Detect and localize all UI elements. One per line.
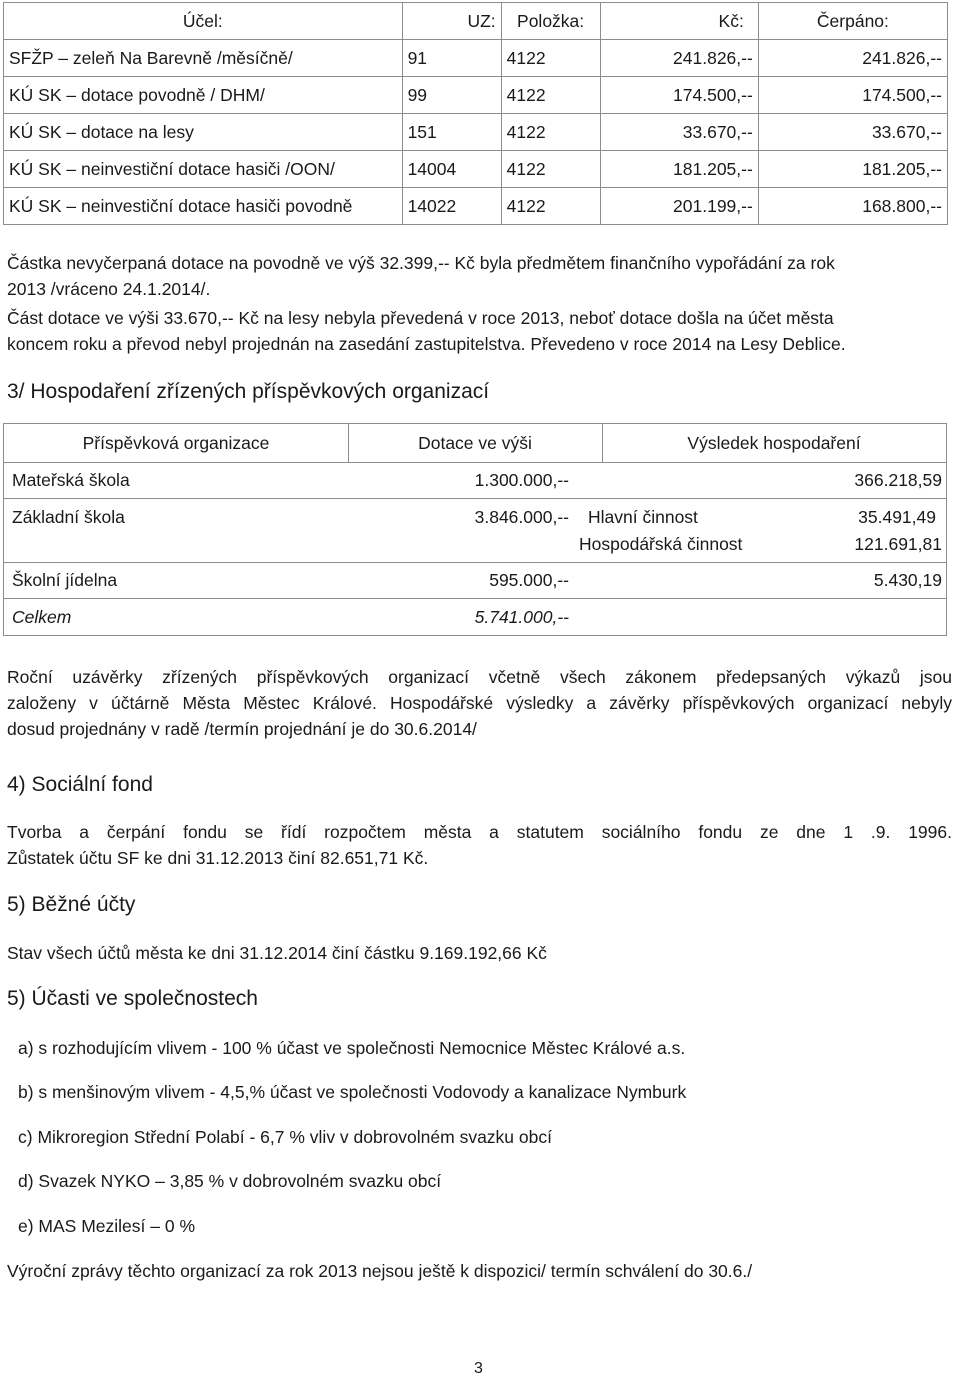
row-divider [4,562,946,563]
grants-header-row [4,3,948,40]
cell-cerpano: 168.800,-- [758,188,947,225]
list-item: d) Svazek NYKO – 3,85 % v dobrovolném svazku obcí [18,1171,442,1191]
org-dotace-ms: 1.300.000,-- [474,470,569,490]
list-item: a) s rozhodujícím vlivem - 100 % účast ve společnosti Nemocnice Městec Králové a.s. [18,1038,686,1058]
cell-ucel: KÚ SK – neinvestiční dotace hasiči /OON/ [4,151,403,188]
zs-hosp-label: Hospodářská činnost [579,534,743,554]
section3-para-line2: založeny v účtárně Města Městec Králové. Hospodářské výsledky a závěrky příspěvkových organizací nebyly [7,693,952,713]
cell-uz: 151 [402,114,501,151]
cell-uz: 14022 [402,188,501,225]
cell-ucel: KÚ SK – neinvestiční dotace hasiči povodně [4,188,403,225]
section5b-footer: Výroční zprávy těchto organizací za rok 2013 nejsou ještě k dispozici/ termín schválení do 30.6./ [7,1261,753,1281]
grants-table [3,2,948,225]
cell-kc: 241.826,-- [600,40,758,77]
header-dotace: Dotace ve výši [418,433,532,453]
cell-cerpano: 241.826,-- [758,40,947,77]
grant-note-line4: koncem roku a převod nebyl projednán na zasedání zastupitelstva. Převedeno v roce 2014 na Lesy Deblice. [7,334,846,354]
table-row [4,114,948,151]
org-dotace-sj: 595.000,-- [489,570,569,590]
zs-hlavni-label: Hlavní činnost [588,507,698,527]
header-polozka: Položka: [501,3,600,40]
cell-uz: 14004 [402,151,501,188]
cell-ucel: KÚ SK – dotace na lesy [4,114,403,151]
org-name-sj: Školní jídelna [12,570,118,590]
cell-polozka: 4122 [501,40,600,77]
header-ucel: Účel: [4,3,403,40]
org-name-ms: Mateřská škola [12,470,130,490]
cell-polozka: 4122 [501,151,600,188]
header-organizace: Příspěvková organizace [82,433,270,453]
cell-kc: 174.500,-- [600,77,758,114]
section4-para-line1: Tvorba a čerpání fondu se řídí rozpočtem města a statutem sociálního fondu ze dne 1 .9. 1996. [7,822,952,842]
row-divider [4,462,946,463]
zs-hosp-value: 121.691,81 [854,534,942,554]
section5b-heading: 5) Účasti ve společnostech [7,987,258,1010]
cell-cerpano: 181.205,-- [758,151,947,188]
cell-polozka: 4122 [501,188,600,225]
row-divider [4,498,946,499]
cell-polozka: 4122 [501,77,600,114]
org-vysledek-ms: 366.218,59 [854,470,942,490]
org-name-zs: Základní škola [12,507,125,527]
list-item: e) MAS Mezilesí – 0 % [18,1216,195,1236]
section4-heading: 4) Sociální fond [7,773,153,796]
grant-note-line1: Částka nevyčerpaná dotace na povodně ve výš 32.399,-- Kč byla předmětem finančního vypořádání za rok [7,253,835,273]
cell-cerpano: 33.670,-- [758,114,947,151]
cell-kc: 201.199,-- [600,188,758,225]
cell-kc: 33.670,-- [600,114,758,151]
table-row [4,77,948,114]
org-name-celkem: Celkem [12,607,72,627]
section3-heading: 3/ Hospodaření zřízených příspěvkových organizací [7,380,490,403]
section3-para-line1: Roční uzávěrky zřízených příspěvkových organizací včetně všech zákonem předepsaných výkazů jsou [7,667,952,687]
section5a-heading: 5) Běžné účty [7,893,136,916]
grant-note-line2: 2013 /vráceno 24.1.2014/. [7,279,211,299]
header-kc: Kč: [600,3,758,40]
list-item: b) s menšinovým vlivem - 4,5,% účast ve společnosti Vodovody a kanalizace Nymburk [18,1082,687,1102]
cell-ucel: KÚ SK – dotace povodně / DHM/ [4,77,403,114]
organizations-table [3,423,947,636]
grant-note-line3: Část dotace ve výši 33.670,-- Kč na lesy nebyla převedená v roce 2013, neboť dotace došla na účet města [7,308,834,328]
cell-cerpano: 174.500,-- [758,77,947,114]
org-vysledek-sj: 5.430,19 [873,570,942,590]
cell-uz: 91 [402,40,501,77]
section3-para-line3: dosud projednány v radě /termín projednání je do 30.6.2014/ [7,719,477,739]
section5a-para: Stav všech účtů města ke dni 31.12.2014 činí částku 9.169.192,66 Kč [7,943,547,963]
row-divider [4,598,946,599]
page-number: 3 [474,1360,483,1377]
header-cerpano: Čerpáno: [758,3,947,40]
cell-uz: 99 [402,77,501,114]
cell-polozka: 4122 [501,114,600,151]
header-vysledek: Výsledek hospodaření [687,433,861,453]
header-uz: UZ: [402,3,501,40]
table-row [4,188,948,225]
cell-ucel: SFŽP – zeleň Na Barevně /měsíčně/ [4,40,403,77]
org-dotace-zs: 3.846.000,-- [474,507,569,527]
zs-hlavni-value: 35.491,49 [858,507,936,527]
table-row [4,151,948,188]
list-item: c) Mikroregion Střední Polabí - 6,7 % vliv v dobrovolném svazku obcí [18,1127,552,1147]
table-row [4,40,948,77]
cell-kc: 181.205,-- [600,151,758,188]
section4-para-line2: Zůstatek účtu SF ke dni 31.12.2013 činí 82.651,71 Kč. [7,848,429,868]
org-dotace-celkem: 5.741.000,-- [474,607,569,627]
